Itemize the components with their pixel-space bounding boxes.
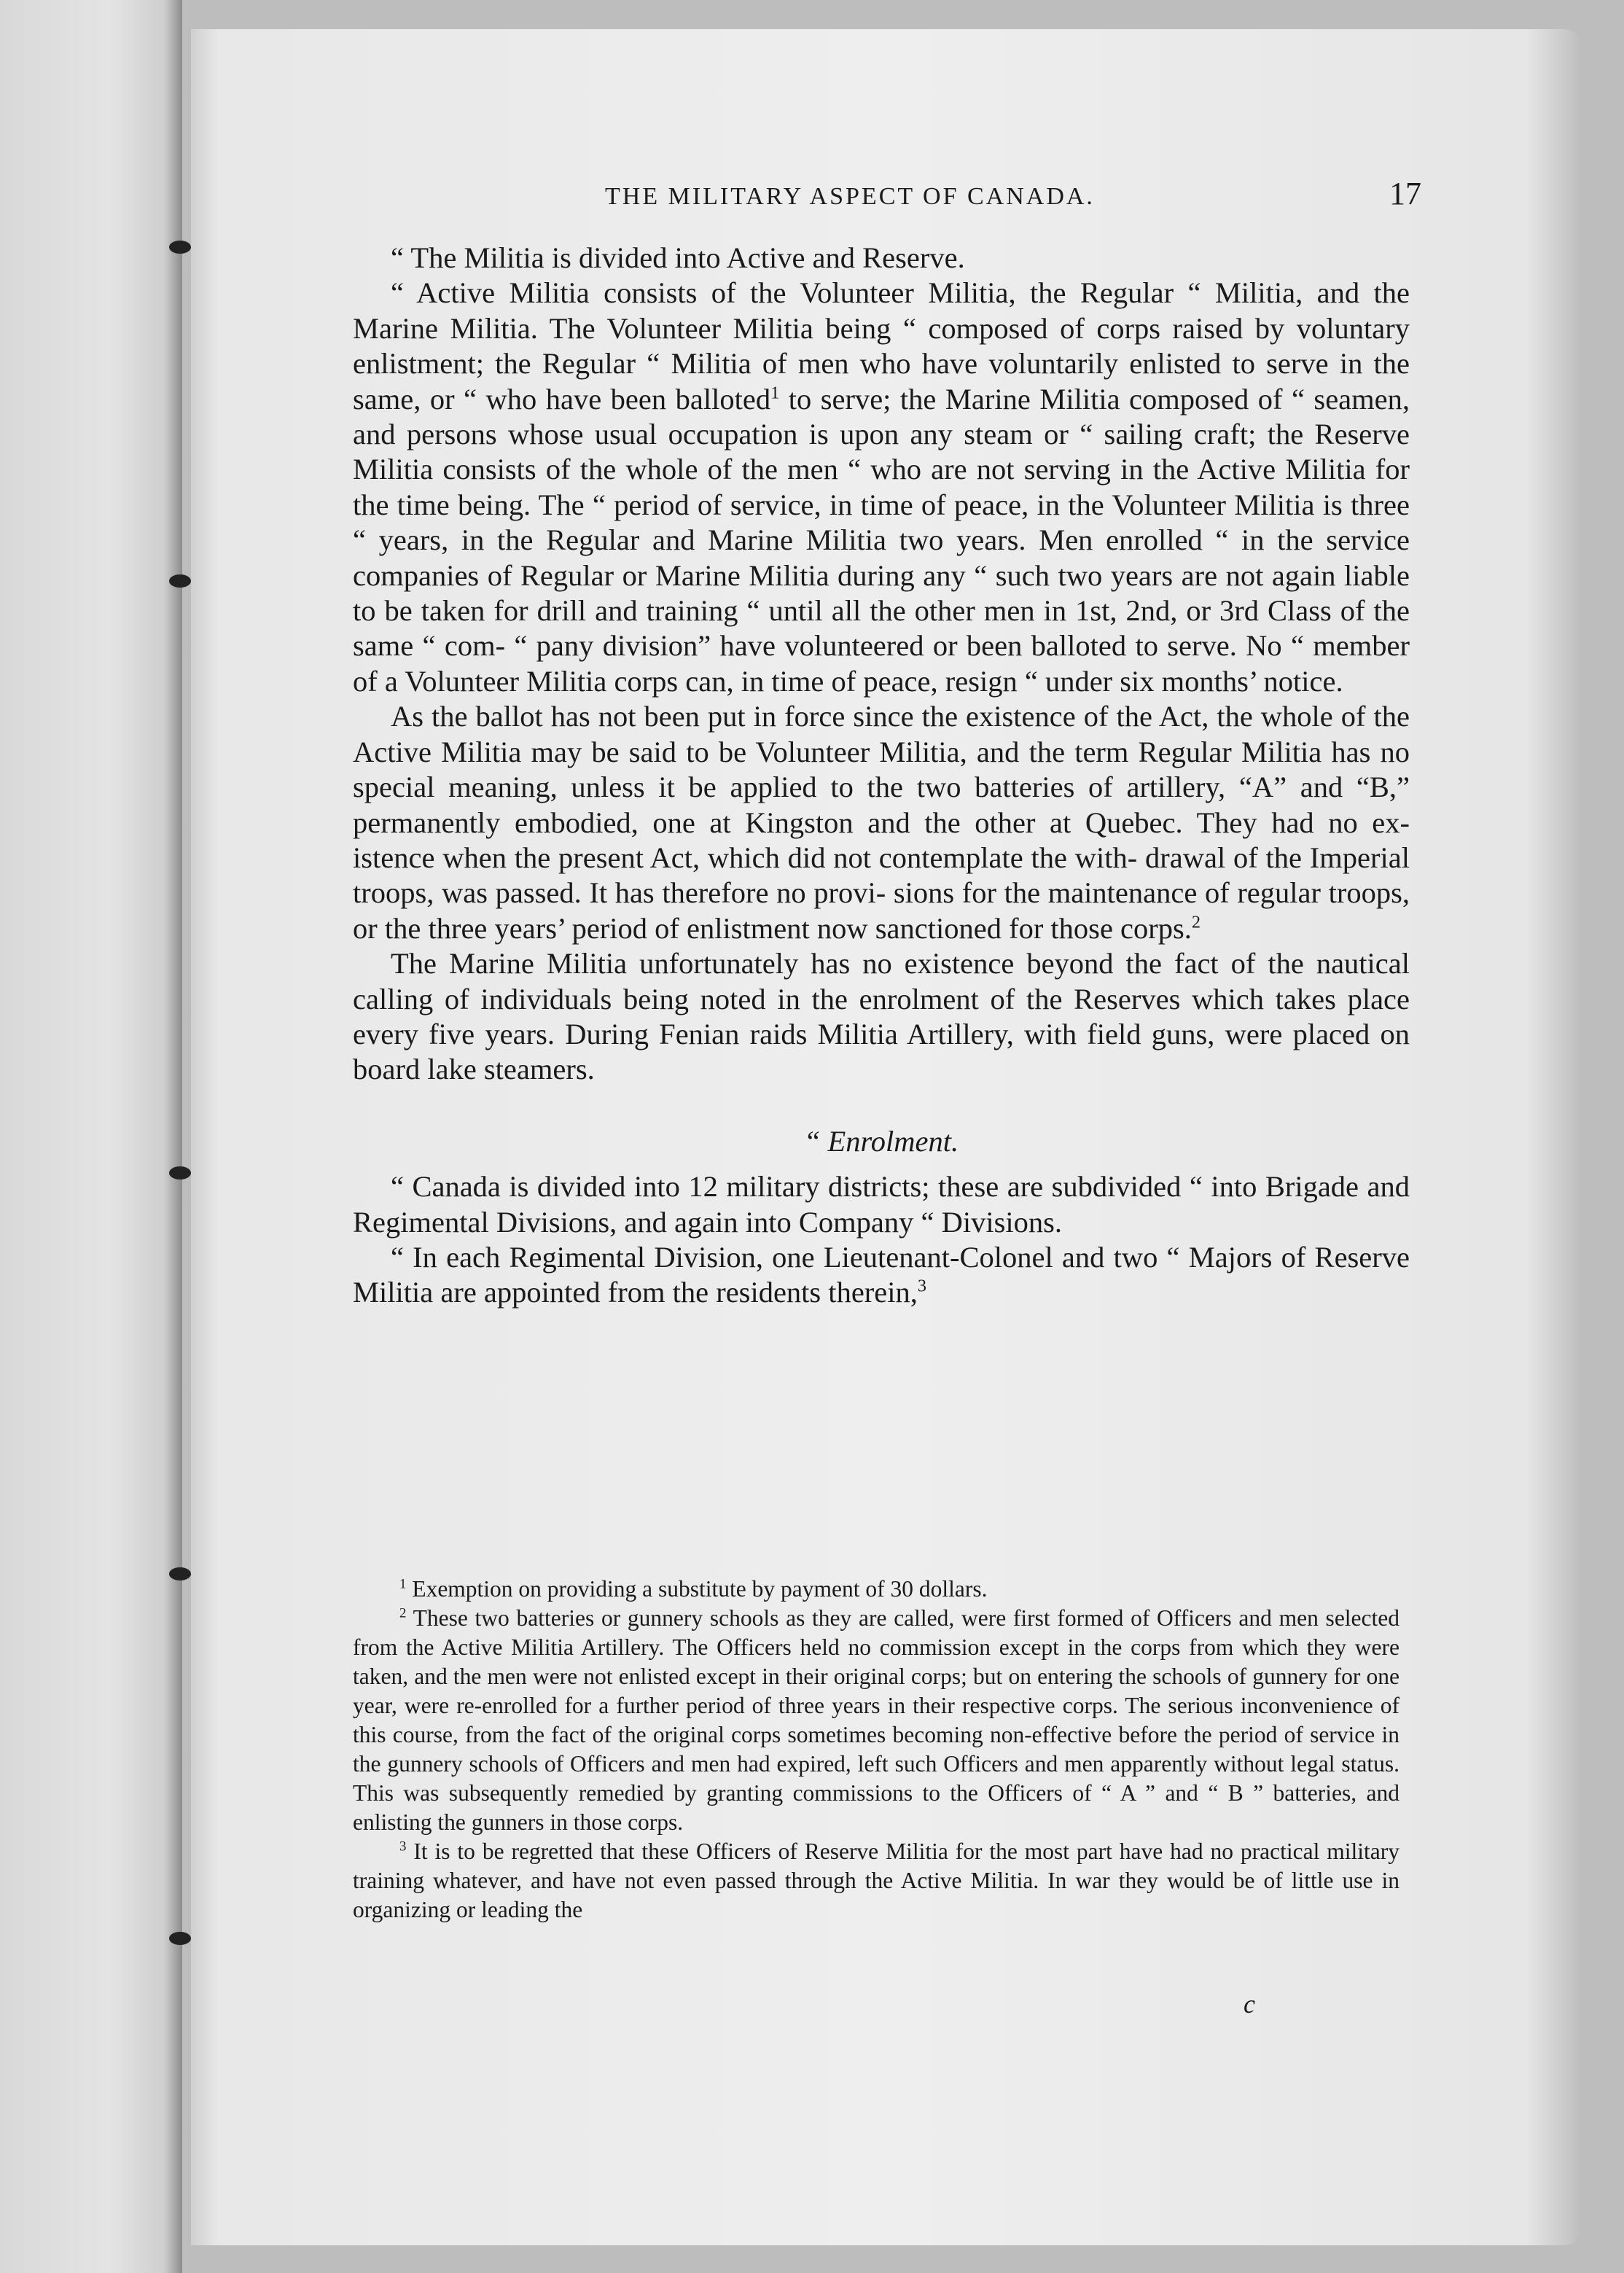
paragraph <box>353 1240 1410 1311</box>
footnote <box>353 1837 1399 1925</box>
paragraph-text: “ In each Regimental Division, one Lieutenant-Colonel and two “ Majors of Reserve Militia are appointed from the residents therein, <box>353 1240 1410 1309</box>
footnote-mark: 3 <box>399 1839 407 1855</box>
page-number: 17 <box>1389 176 1421 211</box>
binding-stitch <box>169 1932 191 1945</box>
footnote-text: These two batteries or gunnery schools as they are called, were first formed of Officers and men selected from the Active Militia Artillery. The Officers held no commission except in the corps from which they were taken, and the men were not enlisted except in their original corps; but on entering the schools of gunnery for one year, were re-enrolled for a further period of three years in their respective corps. The serious inconvenience of this course, from the fact of the original corps sometimes becoming non-effective before the period of service in the gunnery schools of Officers and men had expired, left such Officers and men apparently without legal status. This was subsequently remedied by granting commissions to the Officers of “ A ” and “ B ” batteries, and enlisting the gunners in those corps. <box>353 1605 1399 1835</box>
binding-stitch <box>169 241 191 254</box>
paragraph-text: “ Active Militia consists of the Volunteer Militia, the Regular “ Militia, and the Marine Militia. The Volunteer Militia being “ composed of corps raised by voluntary enlistment; the Regular “ Militia of men who have voluntarily enlisted to serve in the same, or “ who have been balloted <box>353 276 1410 416</box>
footnote-ref: 2 <box>1191 912 1201 932</box>
paragraph <box>353 276 1410 699</box>
binding-stitch <box>169 1166 191 1180</box>
paragraph-text: to serve; the Marine Militia composed of “ seamen, and persons whose usual occupation is upon any steam or “ sailing craft; the Reserve Militia consists of the whole of the men “ who are not serving in the Active Militia for the time being. The “ period of service, in time of peace, in the Volunteer Militia is three “ years, in the Regular and Marine Militia two years. Men enrolled “ in the service companies of Regular or Marine Militia during any “ such two years are not again liable to be taken for drill and training “ until all the other men in 1st, 2nd, or 3rd Class of the same “ com- “ pany division” have volunteered or been balloted to serve. No “ member of a Volunteer Militia corps can, in time of peace, resign “ under six months’ notice. <box>353 382 1410 698</box>
signature-mark: c <box>1244 1989 1255 2019</box>
running-head <box>605 175 1421 212</box>
body-text <box>353 241 1410 1311</box>
footnote <box>353 1604 1399 1837</box>
paragraph: “ The Militia is divided into Active and Reserve. <box>391 241 965 274</box>
footnote-mark: 2 <box>399 1605 407 1621</box>
footnote-ref: 3 <box>917 1276 927 1296</box>
footnote-text: Exemption on providing a substitute by payment of 30 dollars. <box>406 1576 988 1602</box>
paragraph-text: As the ballot has not been put in force since the existence of the Act, the whole of the Active Militia may be said to be Volunteer Militia, and the term Regular Militia has no special meaning, unless it be applied to the two batteries of artillery, “A” and “B,” permanently embodied, one at Kingston and the other at Quebec. They had no ex- istence when the present Act, which did not contemplate the with- drawal of the Imperial troops, was passed. It has therefore no provi- sions for the maintenance of regular troops, or the three years’ period of enlistment now sanctioned for those corps. <box>353 700 1410 945</box>
facing-page-edge <box>0 0 182 2273</box>
paragraph: The Marine Militia unfortunately has no existence beyond the fact of the nautical calling of individuals being noted in the enrolment of the Reserves which takes place every five years. During Fenian raids Militia Artillery, with field guns, were placed on board lake steamers. <box>353 947 1410 1086</box>
footnote-mark: 1 <box>399 1576 407 1592</box>
footnote <box>353 1575 1399 1604</box>
paragraph: “ Canada is divided into 12 military districts; these are subdivided “ into Brigade and Regimental Divisions, and again into Company “ Divisions. <box>353 1170 1410 1239</box>
paragraph <box>353 699 1410 946</box>
binding-stitch <box>169 1567 191 1580</box>
footnote-text: It is to be regretted that these Officers of Reserve Militia for the most part have had no practical military training whatever, and have not even passed through the Active Militia. In war they would be of little use in organizing or leading the <box>353 1839 1399 1922</box>
binding-stitch <box>169 574 191 588</box>
running-title: THE MILITARY ASPECT OF CANADA. <box>605 183 1095 210</box>
footnote-ref: 1 <box>770 383 780 403</box>
section-heading: “ Enrolment. <box>803 1124 959 1158</box>
footnotes <box>353 1575 1399 1925</box>
